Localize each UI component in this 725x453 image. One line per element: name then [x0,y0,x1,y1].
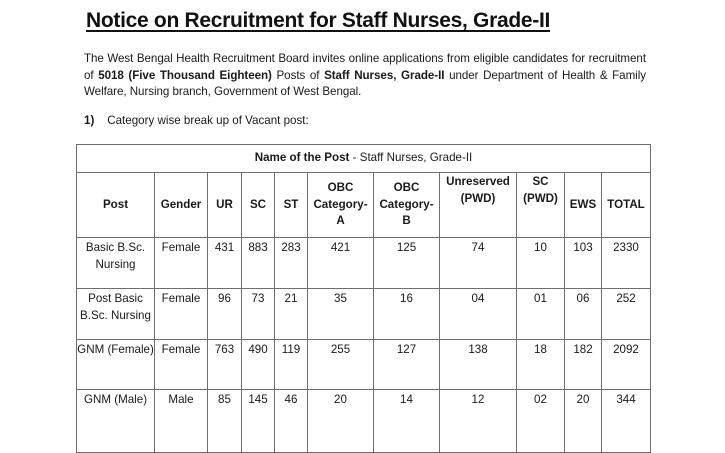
cell-obc-b: 14 [374,390,440,453]
cell-ur: 431 [208,238,242,289]
cell-ur-pwd: 04 [440,289,517,340]
cell-sc-pwd: 10 [517,238,565,289]
intro-text-2: Posts of [271,68,325,82]
cell-ur: 96 [208,289,242,340]
section-label: Category wise break up of Vacant post: [107,114,309,127]
cell-sc: 145 [242,390,275,453]
header-obc-b: OBC Category-B [374,173,440,238]
caption-label: Name of the Post [254,151,350,165]
cell-obc-b: 127 [374,340,440,390]
cell-st: 46 [275,390,308,453]
table-caption [77,145,651,173]
cell-obc-a: 421 [308,238,374,289]
section-heading [84,114,309,127]
header-sc-pwd: SC (PWD) [517,173,565,238]
cell-ews: 182 [565,340,602,390]
cell-ews: 06 [565,289,602,340]
cell-post: Post Basic B.Sc. Nursing [77,289,155,340]
cell-obc-a: 20 [308,390,374,453]
cell-ur-pwd: 74 [440,238,517,289]
cell-gender: Female [155,340,208,390]
cell-sc-pwd: 02 [517,390,565,453]
cell-ews: 103 [565,238,602,289]
cell-post: GNM (Male) [77,390,155,453]
table-row [77,289,651,340]
cell-total: 2330 [602,238,651,289]
cell-st: 119 [275,340,308,390]
cell-ur: 763 [208,340,242,390]
cell-gender: Male [155,390,208,453]
cell-st: 21 [275,289,308,340]
cell-ews: 20 [565,390,602,453]
cell-ur-pwd: 138 [440,340,517,390]
header-ews: EWS [565,173,602,238]
header-obc-a: OBC Category-A [308,173,374,238]
table-row [77,390,651,453]
cell-sc-pwd: 18 [517,340,565,390]
post-name-bold: Staff Nurses, Grade-II [324,68,445,82]
cell-post: Basic B.Sc. Nursing [77,238,155,289]
cell-sc-pwd: 01 [517,289,565,340]
cell-post: GNM (Female) [77,340,155,390]
header-total: TOTAL [602,173,651,238]
cell-gender: Female [155,289,208,340]
intro-text-1: The West Bengal Health Recruitment Board invites online applications from eligible candidates for recruitment of [84,52,646,82]
header-sc: SC [242,173,275,238]
header-ur-pwd: Unreserved (PWD) [440,173,517,238]
cell-obc-b: 16 [374,289,440,340]
caption-value: - Staff Nurses, Grade-II [349,151,473,165]
header-ur: UR [208,173,242,238]
cell-total: 2092 [602,340,651,390]
header-gender: Gender [155,173,208,238]
section-number: 1) [84,114,95,127]
cell-sc: 883 [242,238,275,289]
total-posts-bold: 5018 (Five Thousand Eighteen) [98,68,272,82]
cell-st: 283 [275,238,308,289]
header-post: Post [77,173,155,238]
cell-obc-a: 35 [308,289,374,340]
intro-text-3: under Department of Health & Family Welfare, Nursing branch, Government of West Bengal. [84,68,646,98]
cell-obc-b: 125 [374,238,440,289]
cell-obc-a: 255 [308,340,374,390]
cell-total: 344 [602,390,651,453]
cell-total: 252 [602,289,651,340]
page-title: Notice on Recruitment for Staff Nurses, Grade-II [86,9,551,32]
cell-sc: 490 [242,340,275,390]
header-st: ST [275,173,308,238]
cell-gender: Female [155,238,208,289]
vacancy-table [76,144,651,453]
table-row [77,238,651,289]
cell-ur: 85 [208,390,242,453]
table-row [77,340,651,390]
cell-sc: 73 [242,289,275,340]
table-header-row [77,173,651,238]
cell-ur-pwd: 12 [440,390,517,453]
intro-paragraph [84,51,646,101]
